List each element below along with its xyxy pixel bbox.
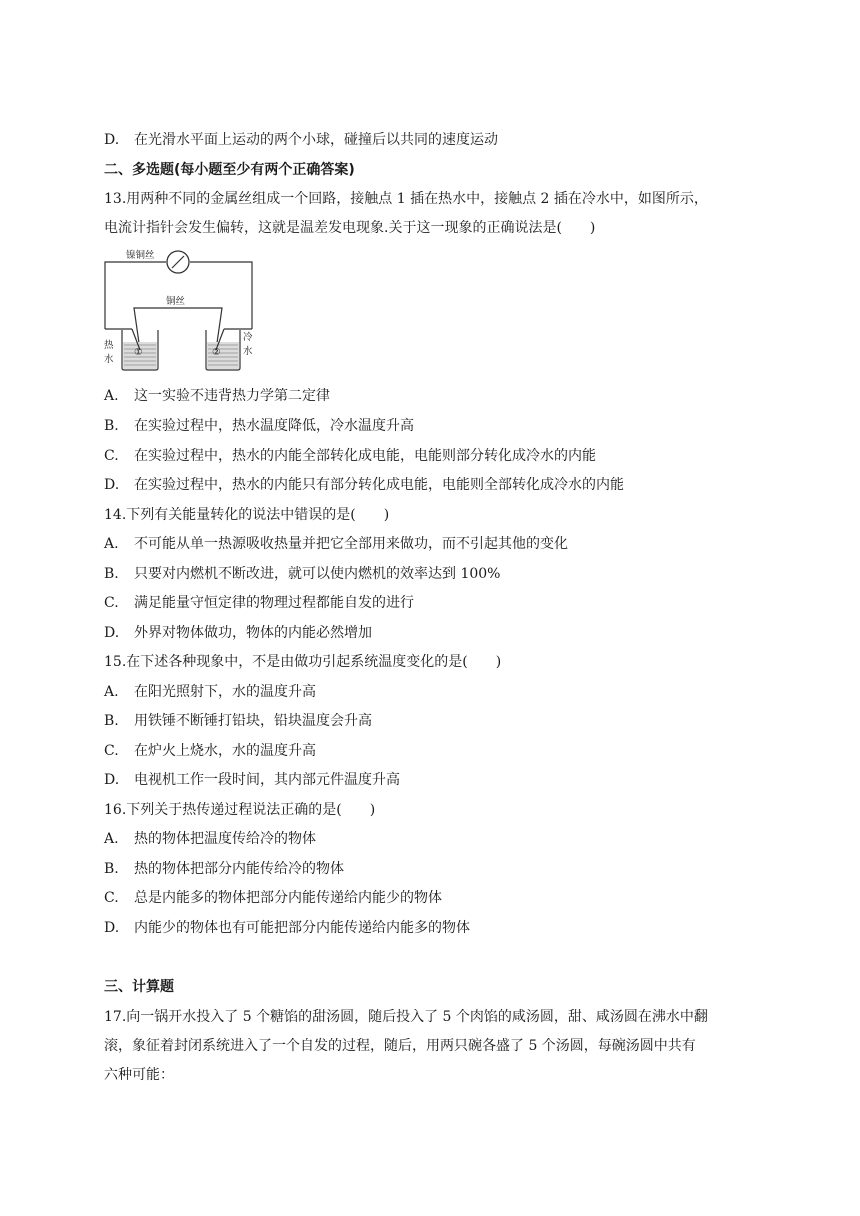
label-hot-2: 水 xyxy=(104,354,114,365)
q17-stem-line-1: 17.向一锅开水投入了 5 个糖馅的甜汤圆，随后投入了 5 个肉馅的咸汤圆，甜、咸汤圆在沸水中翻 xyxy=(104,1009,708,1025)
option-text: 在实验过程中，热水的内能全部转化成电能，电能则部分转化成冷水的内能 xyxy=(134,448,596,464)
option-letter: B. xyxy=(104,566,119,582)
option-text: 电视机工作一段时间，其内部元件温度升高 xyxy=(134,772,400,788)
option-text: 满足能量守恒定律的物理过程都能自发的进行 xyxy=(134,595,414,611)
option-letter: A. xyxy=(104,536,119,552)
q14-option-a xyxy=(104,535,568,553)
option-letter: C. xyxy=(104,448,119,464)
q13-stem-line-2: 电流计指针会发生偏转，这就是温差发电现象.关于这一现象的正确说法是( ) xyxy=(104,220,596,236)
q13-stem-line-1: 13.用两种不同的金属丝组成一个回路，接触点 1 插在热水中，接触点 2 插在冷水中，如图所示， xyxy=(104,191,708,207)
option-text: 这一实验不违背热力学第二定律 xyxy=(134,388,330,404)
label-hot-1: 热 xyxy=(104,340,114,351)
option-letter: B. xyxy=(104,713,119,729)
q15-stem: 15.在下述各种现象中，不是由做功引起系统温度变化的是( ) xyxy=(104,654,502,670)
label-cold-1: 冷 xyxy=(243,332,253,343)
q16-stem: 16.下列关于热传递过程说法正确的是( ) xyxy=(104,802,376,818)
q15-option-b xyxy=(104,712,372,730)
q17-stem-line-3: 六种可能： xyxy=(104,1067,174,1083)
q13-option-a xyxy=(104,387,330,405)
option-letter: C. xyxy=(104,890,119,906)
option-letter: B. xyxy=(104,418,119,434)
q15-option-a xyxy=(104,683,316,701)
option-letter: D. xyxy=(104,132,120,148)
label-point-2: ② xyxy=(212,347,221,358)
option-letter: D. xyxy=(104,920,120,936)
label-cold-2: 水 xyxy=(243,346,253,357)
q13-option-c xyxy=(104,447,596,465)
option-text: 用铁锤不断锤打铅块，铅块温度会升高 xyxy=(134,713,372,729)
q16-option-b xyxy=(104,860,344,878)
label-copper-wire: 铜丝 xyxy=(166,296,186,307)
q14-option-c xyxy=(104,594,414,612)
q15-option-c xyxy=(104,742,316,760)
option-letter: A. xyxy=(104,831,119,847)
option-letter: D. xyxy=(104,772,120,788)
option-letter: C. xyxy=(104,595,119,611)
section-2-heading: 二、多选题(每小题至少有两个正确答案) xyxy=(104,162,355,178)
option-text: 只要对内燃机不断改进，就可以使内燃机的效率达到 100% xyxy=(134,566,501,582)
q14-option-b xyxy=(104,565,500,583)
option-text: 在光滑水平面上运动的两个小球，碰撞后以共同的速度运动 xyxy=(134,132,498,148)
option-letter: D. xyxy=(104,477,120,493)
thermocouple-figure xyxy=(102,246,254,372)
q15-option-d xyxy=(104,771,400,789)
prev-option-d xyxy=(104,131,498,149)
option-text: 总是内能多的物体把部分内能传递给内能少的物体 xyxy=(134,890,442,906)
option-text: 在炉火上烧水，水的温度升高 xyxy=(134,743,316,759)
option-text: 在实验过程中，热水温度降低，冷水温度升高 xyxy=(134,418,414,434)
q16-option-d xyxy=(104,919,470,937)
q13-option-b xyxy=(104,417,414,435)
label-nickel-copper-wire: 镍铜丝 xyxy=(126,250,155,261)
option-letter: C. xyxy=(104,743,119,759)
option-text: 内能少的物体也有可能把部分内能传递给内能多的物体 xyxy=(134,920,470,936)
option-letter: D. xyxy=(104,625,120,641)
q14-stem: 14.下列有关能量转化的说法中错误的是( ) xyxy=(104,507,390,523)
option-text: 在实验过程中，热水的内能只有部分转化成电能，电能则全部转化成冷水的内能 xyxy=(134,477,624,493)
option-letter: A. xyxy=(104,684,119,700)
q16-option-c xyxy=(104,889,442,907)
thermocouple-diagram xyxy=(102,246,254,372)
q14-option-d xyxy=(104,624,372,642)
option-text: 外界对物体做功，物体的内能必然增加 xyxy=(134,625,372,641)
q17-stem-line-2: 滚，象征着封闭系统进入了一个自发的过程，随后，用两只碗各盛了 5 个汤圆，每碗汤圆中共有 xyxy=(104,1038,696,1054)
option-text: 热的物体把部分内能传给冷的物体 xyxy=(134,861,344,877)
q13-option-d xyxy=(104,476,624,494)
section-3-heading: 三、计算题 xyxy=(104,979,174,995)
q16-option-a xyxy=(104,830,316,848)
label-point-1: ① xyxy=(134,347,143,358)
option-letter: A. xyxy=(104,388,119,404)
option-text: 在阳光照射下，水的温度升高 xyxy=(134,684,316,700)
option-text: 不可能从单一热源吸收热量并把它全部用来做功，而不引起其他的变化 xyxy=(134,536,568,552)
option-letter: B. xyxy=(104,861,119,877)
option-text: 热的物体把温度传给冷的物体 xyxy=(134,831,316,847)
